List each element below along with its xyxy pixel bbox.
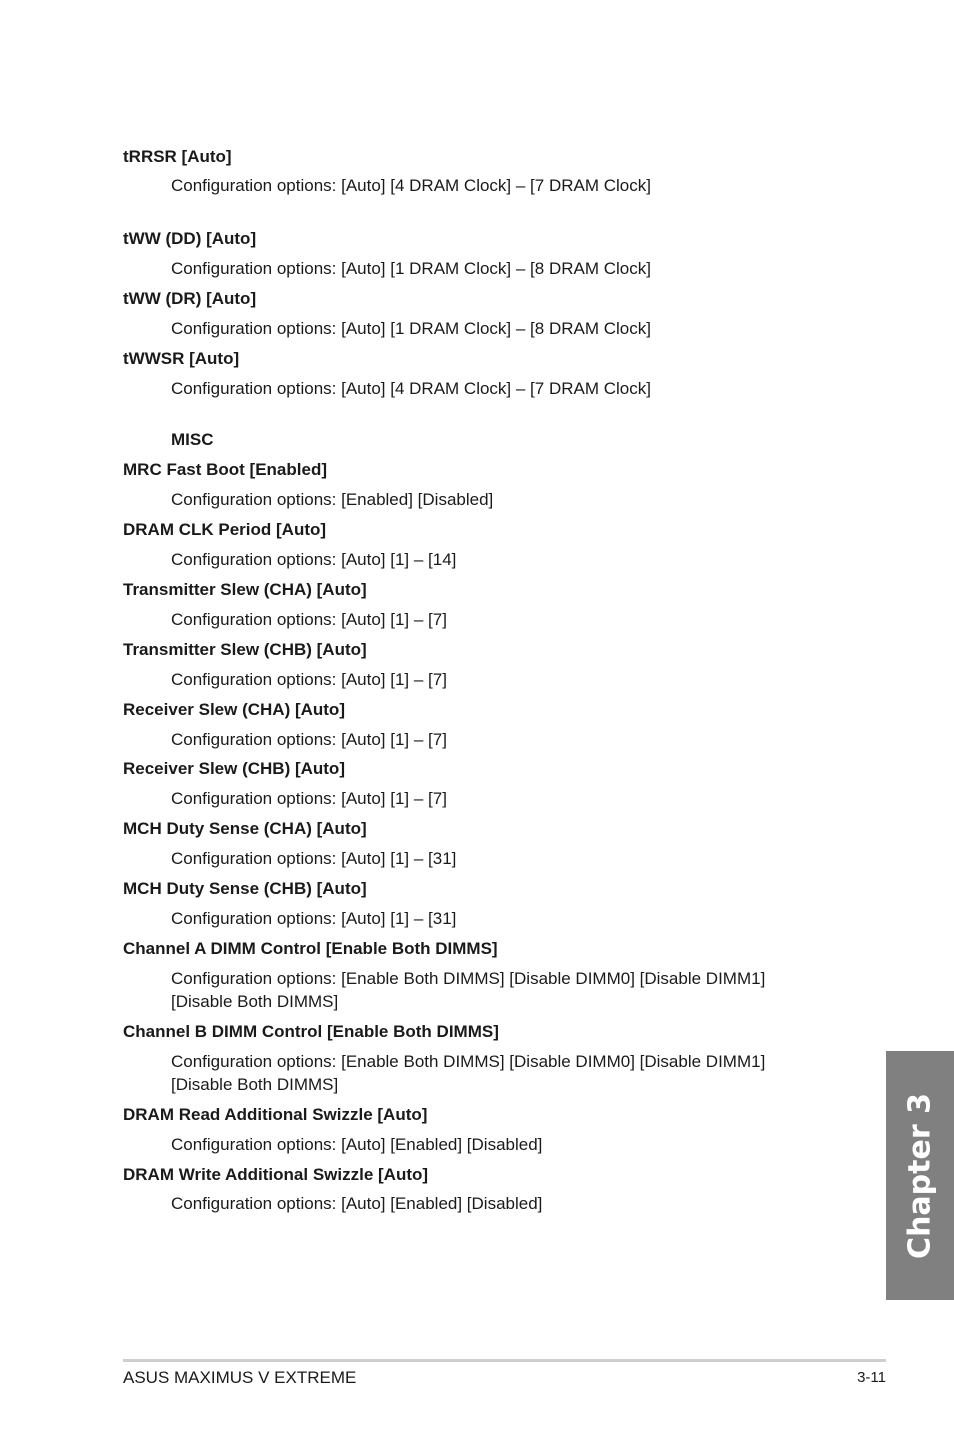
footer-page-number: 3-11 [857, 1369, 886, 1386]
setting-options-channel-a-dimm-control: Configuration options: [Enable Both DIMMS] [Disable DIMM0] [Disable DIMM1] [171, 969, 766, 988]
setting-options-trrsr: Configuration options: [Auto] [4 DRAM Clock] – [7 DRAM Clock] [171, 176, 651, 195]
setting-heading-mrc-fast-boot: MRC Fast Boot [Enabled] [123, 460, 327, 479]
setting-options-dram-read-swizzle: Configuration options: [Auto] [Enabled] [Disabled] [171, 1135, 543, 1154]
setting-options-mch-duty-sense-chb: Configuration options: [Auto] [1] – [31] [171, 909, 457, 928]
setting-options-channel-b-dimm-control-cont: [Disable Both DIMMS] [171, 1075, 339, 1094]
setting-options-dram-write-swizzle: Configuration options: [Auto] [Enabled] [Disabled] [171, 1194, 543, 1213]
setting-heading-receiver-slew-cha: Receiver Slew (CHA) [Auto] [123, 700, 345, 719]
setting-options-channel-b-dimm-control: Configuration options: [Enable Both DIMMS] [Disable DIMM0] [Disable DIMM1] [171, 1052, 766, 1071]
setting-heading-trrsr: tRRSR [Auto] [123, 147, 232, 166]
setting-options-mch-duty-sense-cha: Configuration options: [Auto] [1] – [31] [171, 849, 457, 868]
setting-options-channel-a-dimm-control-cont: [Disable Both DIMMS] [171, 992, 339, 1011]
setting-heading-dram-read-swizzle: DRAM Read Additional Swizzle [Auto] [123, 1105, 428, 1124]
setting-heading-transmitter-slew-cha: Transmitter Slew (CHA) [Auto] [123, 580, 367, 599]
setting-heading-receiver-slew-chb: Receiver Slew (CHB) [Auto] [123, 759, 345, 778]
setting-heading-channel-a-dimm-control: Channel A DIMM Control [Enable Both DIMMS] [123, 939, 498, 958]
setting-heading-tww-dr: tWW (DR) [Auto] [123, 289, 257, 308]
setting-options-receiver-slew-cha: Configuration options: [Auto] [1] – [7] [171, 730, 447, 749]
setting-heading-channel-b-dimm-control: Channel B DIMM Control [Enable Both DIMMS] [123, 1022, 499, 1041]
setting-heading-transmitter-slew-chb: Transmitter Slew (CHB) [Auto] [123, 640, 367, 659]
setting-options-receiver-slew-chb: Configuration options: [Auto] [1] – [7] [171, 789, 447, 808]
setting-heading-mch-duty-sense-cha: MCH Duty Sense (CHA) [Auto] [123, 819, 367, 838]
setting-heading-dram-clk-period: DRAM CLK Period [Auto] [123, 520, 327, 539]
setting-options-transmitter-slew-cha: Configuration options: [Auto] [1] – [7] [171, 610, 447, 629]
footer-divider [123, 1359, 886, 1362]
setting-heading-mch-duty-sense-chb: MCH Duty Sense (CHB) [Auto] [123, 879, 367, 898]
chapter-tab-label: Chapter 3 [902, 1092, 938, 1259]
setting-heading-twwsr: tWWSR [Auto] [123, 349, 240, 368]
setting-options-transmitter-slew-chb: Configuration options: [Auto] [1] – [7] [171, 670, 447, 689]
setting-options-dram-clk-period: Configuration options: [Auto] [1] – [14] [171, 550, 457, 569]
setting-options-mrc-fast-boot: Configuration options: [Enabled] [Disabled] [171, 490, 494, 509]
footer-product-name: ASUS MAXIMUS V EXTREME [123, 1368, 357, 1387]
setting-options-tww-dr: Configuration options: [Auto] [1 DRAM Clock] – [8 DRAM Clock] [171, 319, 651, 338]
setting-options-twwsr: Configuration options: [Auto] [4 DRAM Clock] – [7 DRAM Clock] [171, 379, 651, 398]
setting-heading-tww-dd: tWW (DD) [Auto] [123, 229, 257, 248]
setting-heading-dram-write-swizzle: DRAM Write Additional Swizzle [Auto] [123, 1165, 429, 1184]
setting-options-tww-dd: Configuration options: [Auto] [1 DRAM Clock] – [8 DRAM Clock] [171, 259, 651, 278]
section-label-misc: MISC [171, 430, 214, 449]
chapter-tab [886, 1051, 954, 1300]
